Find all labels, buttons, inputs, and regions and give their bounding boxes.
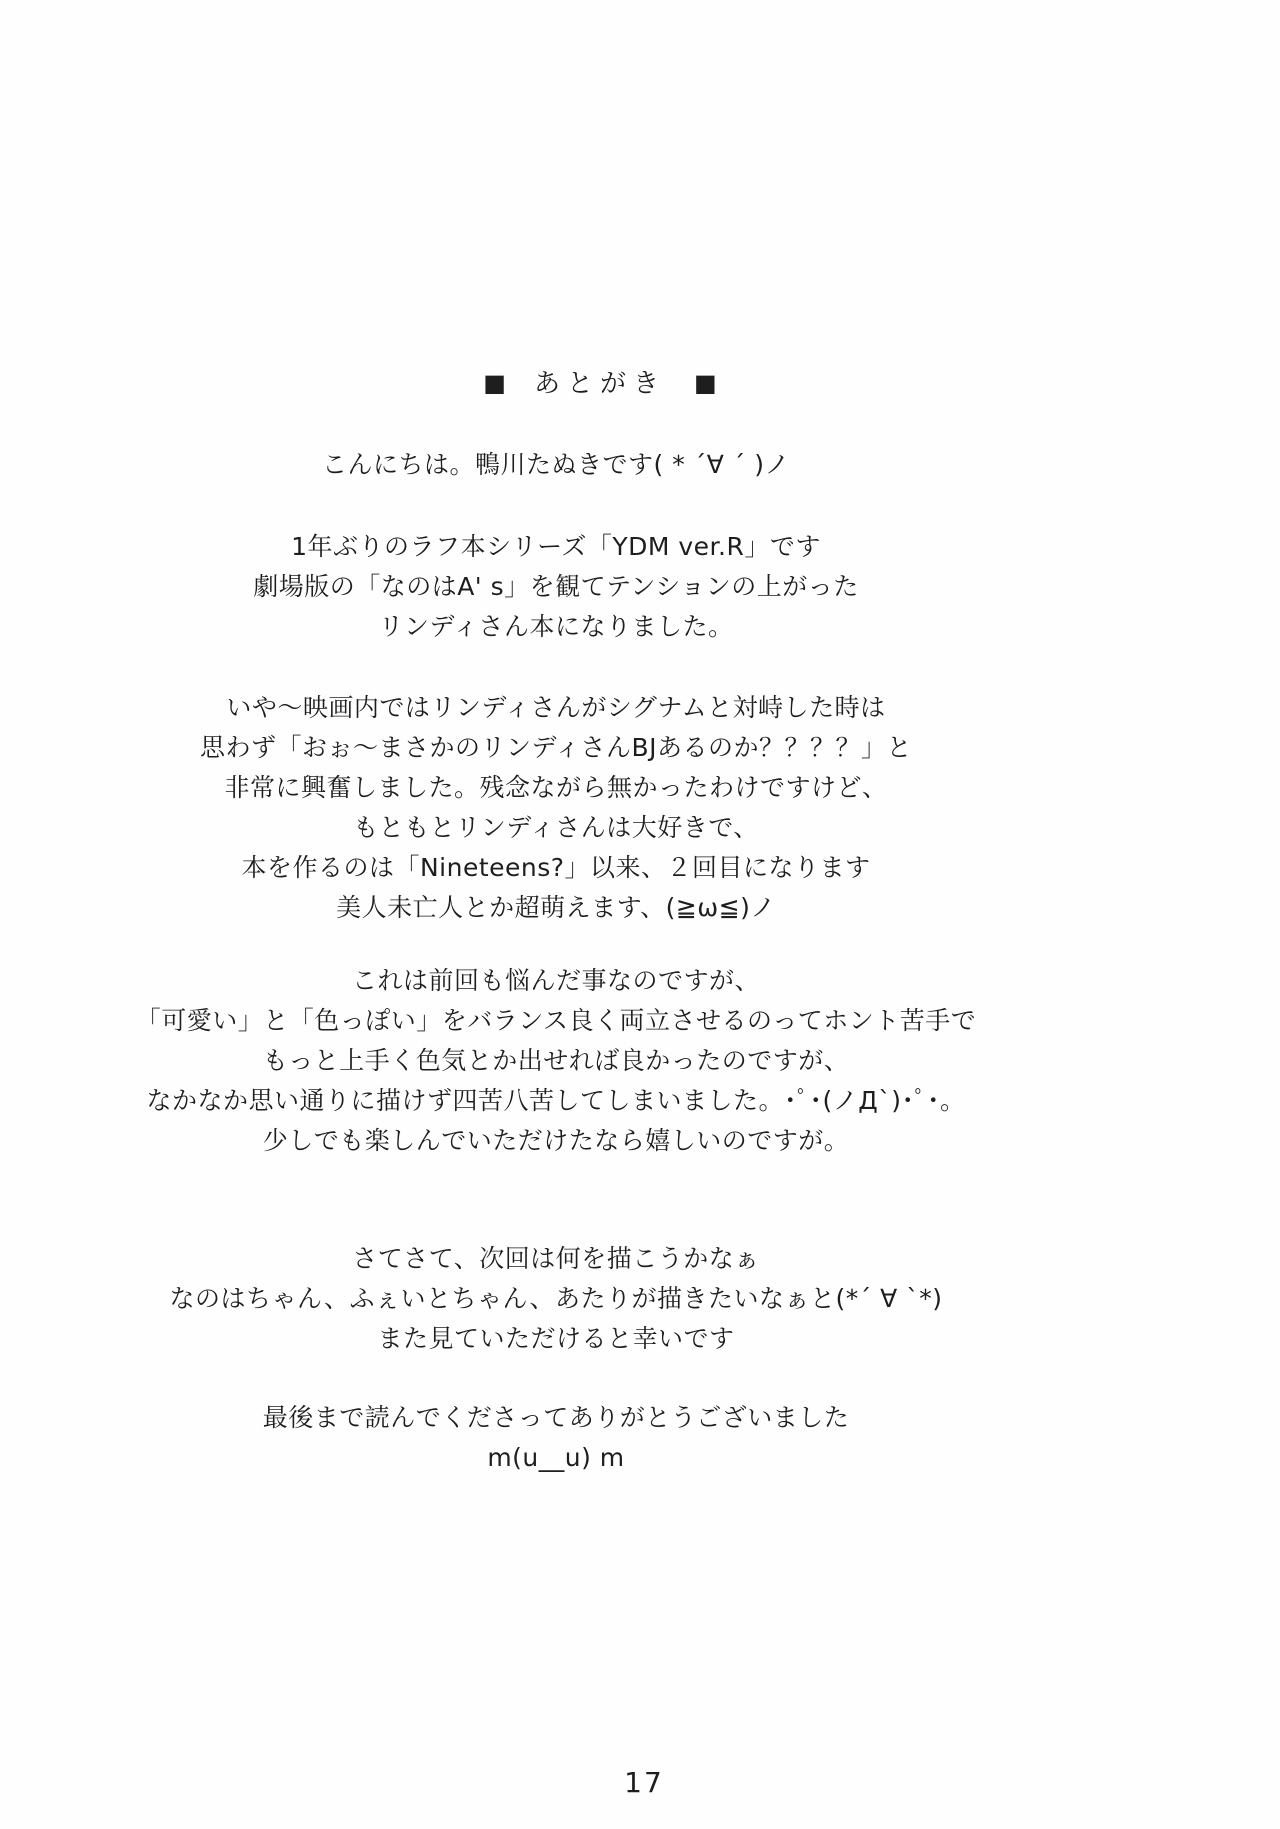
black-square-icon: ■ [483, 369, 506, 397]
afterword-text-line: なのはちゃん、ふぇいとちゃん、あたりが描きたいなぁと(*´ ∀ `*) [169, 1284, 943, 1313]
afterword-text-line: 最後まで読んでくださってありがとうございました [262, 1403, 850, 1432]
afterword-text-line: また見ていただけると幸いです [377, 1324, 735, 1353]
afterword-text-line: こんにちは。鴨川たぬきです( * ´∀ ´ )ノ [322, 450, 790, 479]
afterword-title [0, 363, 1200, 404]
thanks-paragraph [0, 1398, 1112, 1478]
afterword-text-line: 美人未亡人とか超萌えます、(≧ω≦)ノ [336, 893, 776, 922]
movie-impression-paragraph [0, 688, 1112, 928]
afterword-text-line: リンディさん本になりました。 [378, 612, 734, 641]
afterword-text-line: いや～映画内ではリンディさんがシグナムと対峙した時は [226, 693, 886, 722]
page-number: 17 [624, 1766, 664, 1799]
afterword-text-line: 「可愛い」と「色っぽい」をバランス良く両立させるのってホント苦手で [135, 1006, 977, 1035]
next-plans-paragraph [0, 1239, 1112, 1359]
afterword-text-line: もともとリンディさんは大好きで、 [353, 813, 759, 842]
afterword-text-line: 思わず「おぉ～まさかのリンディさんBJあるのか？？？？」と [199, 733, 913, 762]
afterword-text-line: 非常に興奮しました。残念ながら無かったわけですけど、 [224, 773, 888, 802]
bowing-emoticon: m(u__u) m [487, 1443, 625, 1472]
black-square-icon: ■ [694, 369, 717, 397]
drawing-struggles-paragraph [0, 961, 1112, 1161]
afterword-text-line: 劇場版の「なのはA' s」を観てテンションの上がった [253, 572, 859, 601]
afterword-text-line: これは前回も悩んだ事なのですが、 [351, 966, 760, 995]
afterword-text-line: 本を作るのは「Nineteens?」以来、２回目になります [241, 853, 871, 882]
afterword-text-line: さてさて、次回は何を描こうかなぁ [352, 1244, 760, 1273]
afterword-text-line: なかなか思い通りに描けず四苦八苦してしまいました。･ﾟ･(ノД`)･ﾟ･。 [146, 1086, 966, 1115]
afterword-text-line: もっと上手く色気とか出せれば良かったのですが、 [262, 1046, 850, 1075]
page-title: あとがき [533, 369, 666, 399]
afterword-text-line: 1年ぶりのラフ本シリーズ「YDM ver.R」です [291, 532, 821, 561]
series-intro-paragraph [0, 527, 1112, 647]
afterword-text-line: 少しでも楽しんでいただけたなら嬉しいのですが。 [262, 1126, 850, 1155]
greeting-paragraph [0, 445, 1112, 485]
